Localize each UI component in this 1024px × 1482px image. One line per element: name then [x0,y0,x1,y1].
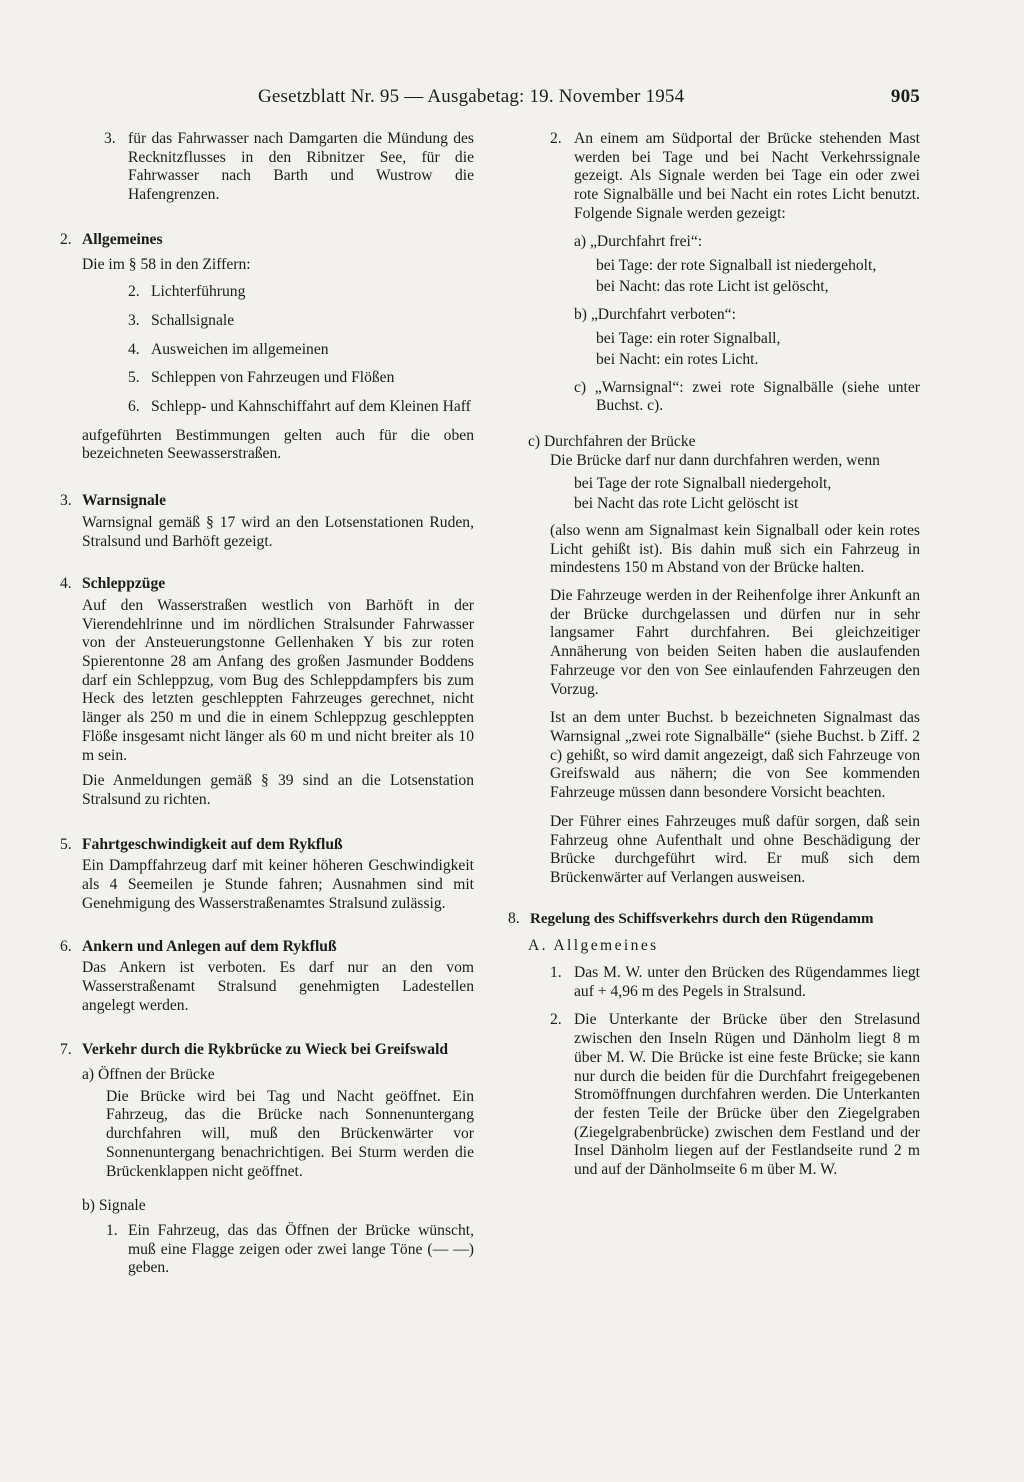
item-text: An einem am Südportal der Brücke stehenden Mast werden bei Tage und bei Nacht Verkehrssignale gezeigt. Als Signale werden bei Tage ein oder zwei rote Signalbälle und bei Nacht ein rotes Licht benutzt. Folgende Signale werden gezeigt: [574,130,920,222]
section-number: 8. [508,909,520,927]
list-item-number: 2. [128,283,140,301]
section-text: Auf den Wasserstraßen westlich von Barhöft in der Vierendehlrinne und im nördlichen Stralsunder Fahrwasser von der Ansteuerungstonne Gellenhaken Y bis zur roten Spierentonne 28 am Anfang des großen Jasmunder Boddens darf ein Schleppzug, vom Bug des Schleppdampfers bis zum Heck des letzten geschleppten Fahrzeuges gerechnet, nicht länger als 250 m und die in einem Schleppzug geschleppten Flöße insgesamt nicht länger als 60 m und nicht breiter als 10 m sein. [82,596,474,764]
left-column [60,130,474,1278]
item-number: 3. [104,130,116,147]
section-heading: Fahrtgeschwindigkeit auf dem Rykfluß [82,835,343,853]
subsection-label: A. Allgemeines [528,937,659,955]
section-number: 2. [60,230,72,248]
section-6-ankern [60,938,474,1016]
signal-label: c) „Warnsignal“: zwei rote Signalbälle (siehe unter Buchst. c). [574,378,920,415]
item-2-verkehrssignale [550,130,920,224]
list-item [106,1222,474,1278]
list-item-text: Schleppen von Fahrzeugen und Flößen [151,369,395,387]
list-item-text: Ein Fahrzeug, das das Öffnen der Brücke wünscht, muß eine Flagge zeigen oder zwei lange Töne (— —) geben. [128,1221,474,1277]
list-item-number: 1. [550,964,562,982]
list-item-number: 5. [128,369,140,387]
section-4-schleppzuege [60,575,474,809]
section-text: Ein Dampffahrzeug darf mit keiner höheren Geschwindigkeit als 4 Seemeilen je Stunde fahren; Ausnahmen sind mit Genehmigung des Wasserstraßenamtes Stralsund zulässig. [82,857,474,912]
paragraph: Ist an dem unter Buchst. b bezeichneten Signalmast das Warnsignal „zwei rote Signalbälle“ (siehe Buchst. b Ziff. 2 c) gehißt, so wird damit angezeigt, daß sich Fahrzeuge von Greifswald aus nähern; die von See kommenden Fahrzeuge müssen dann besondere Vorsicht beachten. [550,709,920,802]
subsection-text: Die Brücke darf nur dann durchfahren werden, wenn [550,451,880,469]
right-column [508,130,920,1180]
list-item [128,283,474,302]
signal-label: b) „Durchfahrt verboten“: [574,305,736,323]
list-item [128,312,474,331]
section-heading: Verkehr durch die Rykbrücke zu Wieck bei Greifswald [82,1041,449,1059]
list-item-number: 2. [550,1011,562,1029]
section-number: 7. [60,1041,72,1059]
page-header [258,86,920,112]
section-heading: Allgemeines [82,230,163,248]
item-number: 2. [550,130,562,147]
section-heading: Schleppzüge [82,575,166,593]
signal-day: bei Tage: der rote Signalball ist niedergeholt, [596,257,877,275]
paragraph: (also wenn am Signalmast kein Signalball oder kein rotes Licht gehißt ist). Bis dahin muß sich ein Fahrzeug in mindestens 150 m Abstand von der Brücke halten. [550,521,920,577]
header-title: Gesetzblatt Nr. 95 — Ausgabetag: 19. November 1954 [258,86,685,107]
condition-night: bei Nacht das rote Licht gelöscht ist [574,495,799,513]
section-7-rykbruecke [60,1041,474,1278]
list-item-text: Schallsignale [151,311,235,329]
list-item-text: Das M. W. unter den Brücken des Rügendammes liegt auf + 4,96 m des Pegels in Stralsund. [574,964,920,1000]
subsection-text: Die Brücke wird bei Tag und Nacht geöffnet. Ein Fahrzeug, das die Brücke nach Sonnenuntergang durchfahren will, muß den Brückenwärter vor Sonnenuntergang benachrichtigen. Bei Sturm werden die Brückenklappen nicht geöffnet. [106,1087,474,1180]
list-item [128,341,474,360]
section-5-fahrtgeschwindigkeit [60,836,474,914]
section-text: Das Ankern ist verboten. Es darf nur an den vom Wasserstraßenamt Stralsund genehmigten Ladestellen angelegt werden. [82,959,474,1014]
section-number: 5. [60,835,72,853]
section-number: 4. [60,575,72,593]
section-outro: aufgeführten Bestimmungen gelten auch für die oben bezeichneten Seewasserstraßen. [82,426,474,463]
item-3-fahrwasser [104,130,474,205]
section-number: 6. [60,937,72,955]
subsection-label: a) Öffnen der Brücke [82,1066,215,1084]
signal-night: bei Nacht: ein rotes Licht. [596,351,759,369]
paragraph: Die Fahrzeuge werden in der Reihenfolge ihrer Ankunft an der Brücke durchgelassen und dürfen nur in sehr langsamer Fahrt durchfahren. Bei gleichzeitiger Annäherung von beiden Seiten haben die auslaufenden Fahrzeuge vor den von See einlaufenden Fahrzeugen den Vorzug. [550,587,920,698]
section-heading: Ankern und Anlegen auf dem Rykfluß [82,937,337,955]
section-3-warnsignale [60,492,474,551]
page-number: 905 [890,86,920,107]
list-item-number: 1. [106,1221,118,1239]
signal-day: bei Tage: ein roter Signalball, [596,330,781,348]
section-heading: Warnsignale [82,492,167,510]
list-item [550,1011,920,1179]
section-number: 3. [60,492,72,510]
list-item [550,964,920,1001]
section-c-durchfahren [508,433,920,887]
list-item-text: Lichterführung [151,283,246,301]
subsection-label: c) Durchfahren der Brücke [528,433,696,451]
list-item-text: Schlepp- und Kahnschiffahrt auf dem Kleinen Haff [151,398,471,416]
list-item-number: 6. [128,398,140,416]
list-item [128,398,474,417]
section-intro: Die im § 58 in den Ziffern: [82,255,251,273]
list-item-number: 4. [128,340,140,358]
list-item [128,369,474,388]
paragraph: Der Führer eines Fahrzeuges muß dafür sorgen, daß sein Fahrzeug ohne Aufenthalt und ohne Beschädigung der Brücke durchgeführt wird. Er muß sich dem Brückenwärter auf Verlangen ausweisen. [550,812,920,886]
section-8-ruegendamm [508,910,920,1180]
section-text: Warnsignal gemäß § 17 wird an den Lotsenstationen Ruden, Stralsund und Barhöft gezeigt. [82,513,474,550]
item-text: für das Fahrwasser nach Damgarten die Mündung des Recknitzflusses in den Ribnitzer See, für die Fahrwasser nach Barth und Wustrow die Hafengrenzen. [128,130,474,204]
signal-night: bei Nacht: das rote Licht ist gelöscht, [596,277,829,295]
list-item-text: Die Unterkante der Brücke über den Strelasund zwischen den Inseln Rügen und Dänholm liegt 8 m über M. W. Die Brücke ist eine feste Brücke; sie kann nur durch die beiden für die Durchfahrt freigegebenen Stromöffnungen durchfahren werden. Die Unterkanten der festen Teile der Brücke über den Ziegelgraben (Ziegelgrabenbrücke) zwischen dem Festland und der Insel Dänholm liegen auf der Festlandseite rund 2 m und auf der Dänholmseite 6 m über M. W. [574,1011,920,1179]
section-heading: Regelung des Schiffsverkehrs durch den Rügendamm [530,910,874,927]
list-item-number: 3. [128,311,140,329]
condition-day: bei Tage der rote Signalball niedergeholt, [574,474,832,492]
section-text: Die Anmeldungen gemäß § 39 sind an die Lotsenstation Stralsund zu richten. [82,772,474,808]
section-2-allgemeines [60,231,474,464]
list-item-text: Ausweichen im allgemeinen [151,340,329,358]
signal-label: a) „Durchfahrt frei“: [574,232,703,250]
subsection-label: b) Signale [82,1197,146,1215]
